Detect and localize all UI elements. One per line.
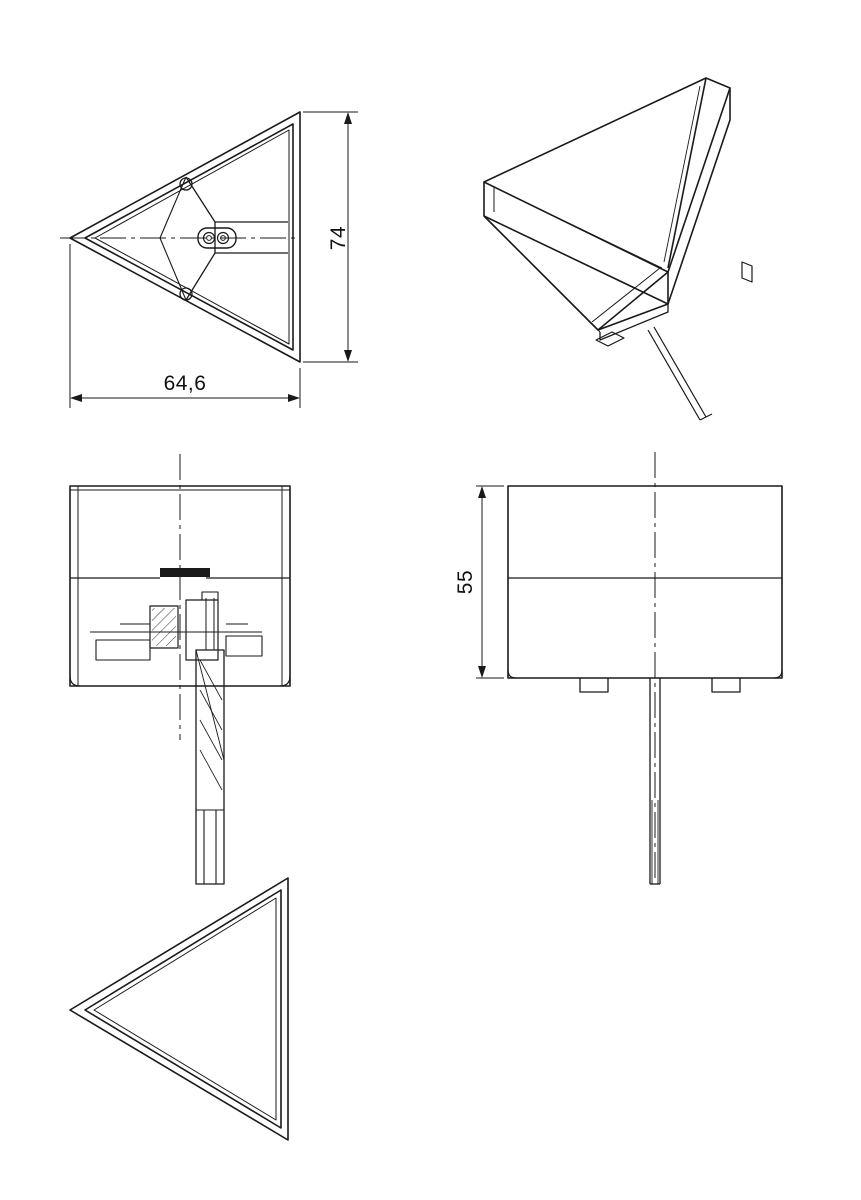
dimension-label-74: 74 <box>327 225 350 251</box>
isometric-view <box>484 78 752 420</box>
side-view <box>508 486 782 884</box>
front-view <box>70 112 300 362</box>
dimension-label-646: 64,6 <box>163 372 207 395</box>
bottom-view <box>70 878 288 1140</box>
dimension-height-55 <box>476 486 504 678</box>
dimension-label-55: 55 <box>454 569 477 595</box>
